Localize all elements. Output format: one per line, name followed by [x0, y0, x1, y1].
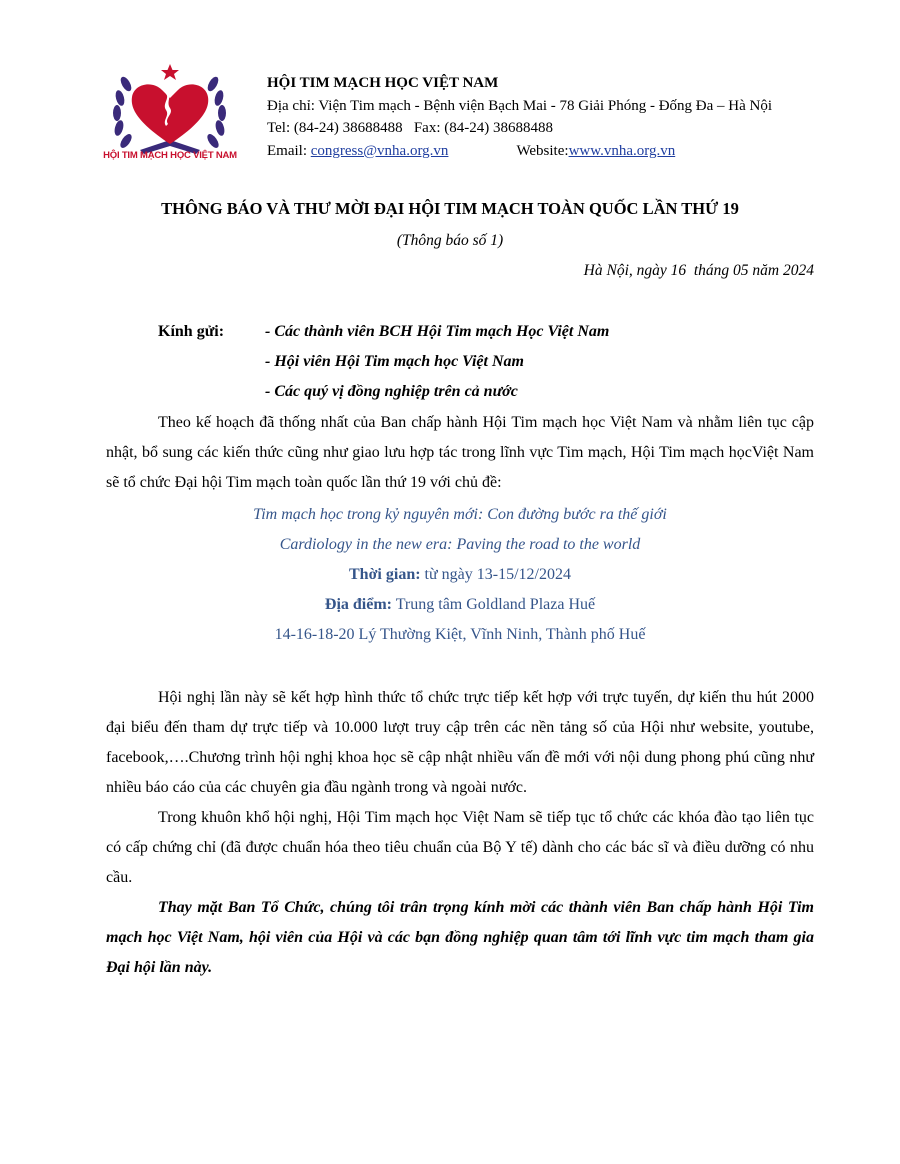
- body-paragraph-2: Trong khuôn khổ hội nghị, Hội Tim mạch học Việt Nam sẽ tiếp tục tổ chức các khóa đào tạo liên tục có cấp chứng chỉ (đã được chuẩn hóa theo tiêu chuẩn của Bộ Y tế) dành cho các bác sĩ và điều dưỡng có nhu cầu.: [106, 809, 814, 886]
- document-date: Hà Nội, ngày 16 tháng 05 năm 2024: [583, 262, 814, 279]
- org-name: HỘI TIM MẠCH HỌC VIỆT NAM: [267, 75, 499, 91]
- website-label: Website:: [516, 142, 569, 159]
- time-value: từ ngày 13-15/12/2024: [420, 566, 571, 583]
- venue-address: 14-16-18-20 Lý Thường Kiệt, Vĩnh Ninh, Thành phố Huế: [274, 626, 646, 643]
- recipient-item: - Hội viên Hội Tim mạch học Việt Nam: [265, 353, 524, 370]
- closing-paragraph: Thay mặt Ban Tổ Chức, chúng tôi trân trọng kính mời các thành viên Ban chấp hành Hội Tim mạch học Việt Nam, hội viên của Hội và các bạn đồng nghiệp quan tâm tới lĩnh vực tim mạch tham gia Đại hội lần này.: [106, 899, 814, 976]
- event-time: [0, 566, 900, 584]
- email-link[interactable]: congress@vnha.org.vn: [310, 142, 449, 159]
- website-link[interactable]: www.vnha.org.vn: [568, 142, 676, 159]
- document-subtitle: (Thông báo số 1): [396, 232, 504, 249]
- intro-paragraph: Theo kế hoạch đã thống nhất của Ban chấp hành Hội Tim mạch học Việt Nam và nhằm liên tục cập nhật, bổ sung các kiến thức cũng như giao lưu hợp tác trong lĩnh vực Tim mạch, Hội Tim mạch họcViệt Nam sẽ tổ chức Đại hội Tim mạch toàn quốc lần thứ 19 với chủ đề:: [106, 414, 814, 491]
- recipient-item: - Các quý vị đồng nghiệp trên cả nước: [265, 383, 518, 400]
- recipients-label: Kính gửi:: [158, 323, 225, 340]
- org-address: Địa chỉ: Viện Tim mạch - Bệnh viện Bạch Mai - 78 Giải Phóng - Đống Đa – Hà Nội: [267, 97, 773, 114]
- theme-vietnamese: Tim mạch học trong kỷ nguyên mới: Con đường bước ra thế giới: [253, 506, 667, 523]
- email-label: Email:: [267, 142, 311, 159]
- logo-caption: HỘI TIM MẠCH HỌC VIỆT NAM: [103, 150, 237, 161]
- body-paragraph-1: Hội nghị lần này sẽ kết hợp hình thức tổ chức trực tiếp kết hợp với trực tuyến, dự kiến thu hút 2000 đại biểu đến tham dự trực tiếp và 10.000 lượt truy cập trên các nền tảng số của Hội như website, youtube, facebook,….Chương trình hội nghị khoa học sẽ cập nhật nhiều vấn đề mới với nội dung phong phú cũng như nhiều báo cáo của các chuyên gia đầu ngành trong và ngoài nước.: [106, 689, 814, 796]
- venue-label: Địa điểm:: [324, 596, 392, 613]
- venue-value: Trung tâm Goldland Plaza Huế: [392, 596, 596, 613]
- event-venue: [0, 596, 900, 614]
- document-title: THÔNG BÁO VÀ THƯ MỜI ĐẠI HỘI TIM MẠCH TOÀN QUỐC LẦN THỨ 19: [161, 199, 739, 218]
- org-header: [267, 72, 772, 162]
- recipient-item: - Các thành viên BCH Hội Tim mạch Học Việt Nam: [265, 323, 610, 340]
- time-label: Thời gian:: [349, 566, 421, 583]
- org-phone-fax: Tel: (84-24) 38688488 Fax: (84-24) 38688488: [267, 120, 553, 136]
- org-contact-line: [267, 140, 772, 163]
- theme-english: Cardiology in the new era: Paving the road to the world: [279, 536, 641, 553]
